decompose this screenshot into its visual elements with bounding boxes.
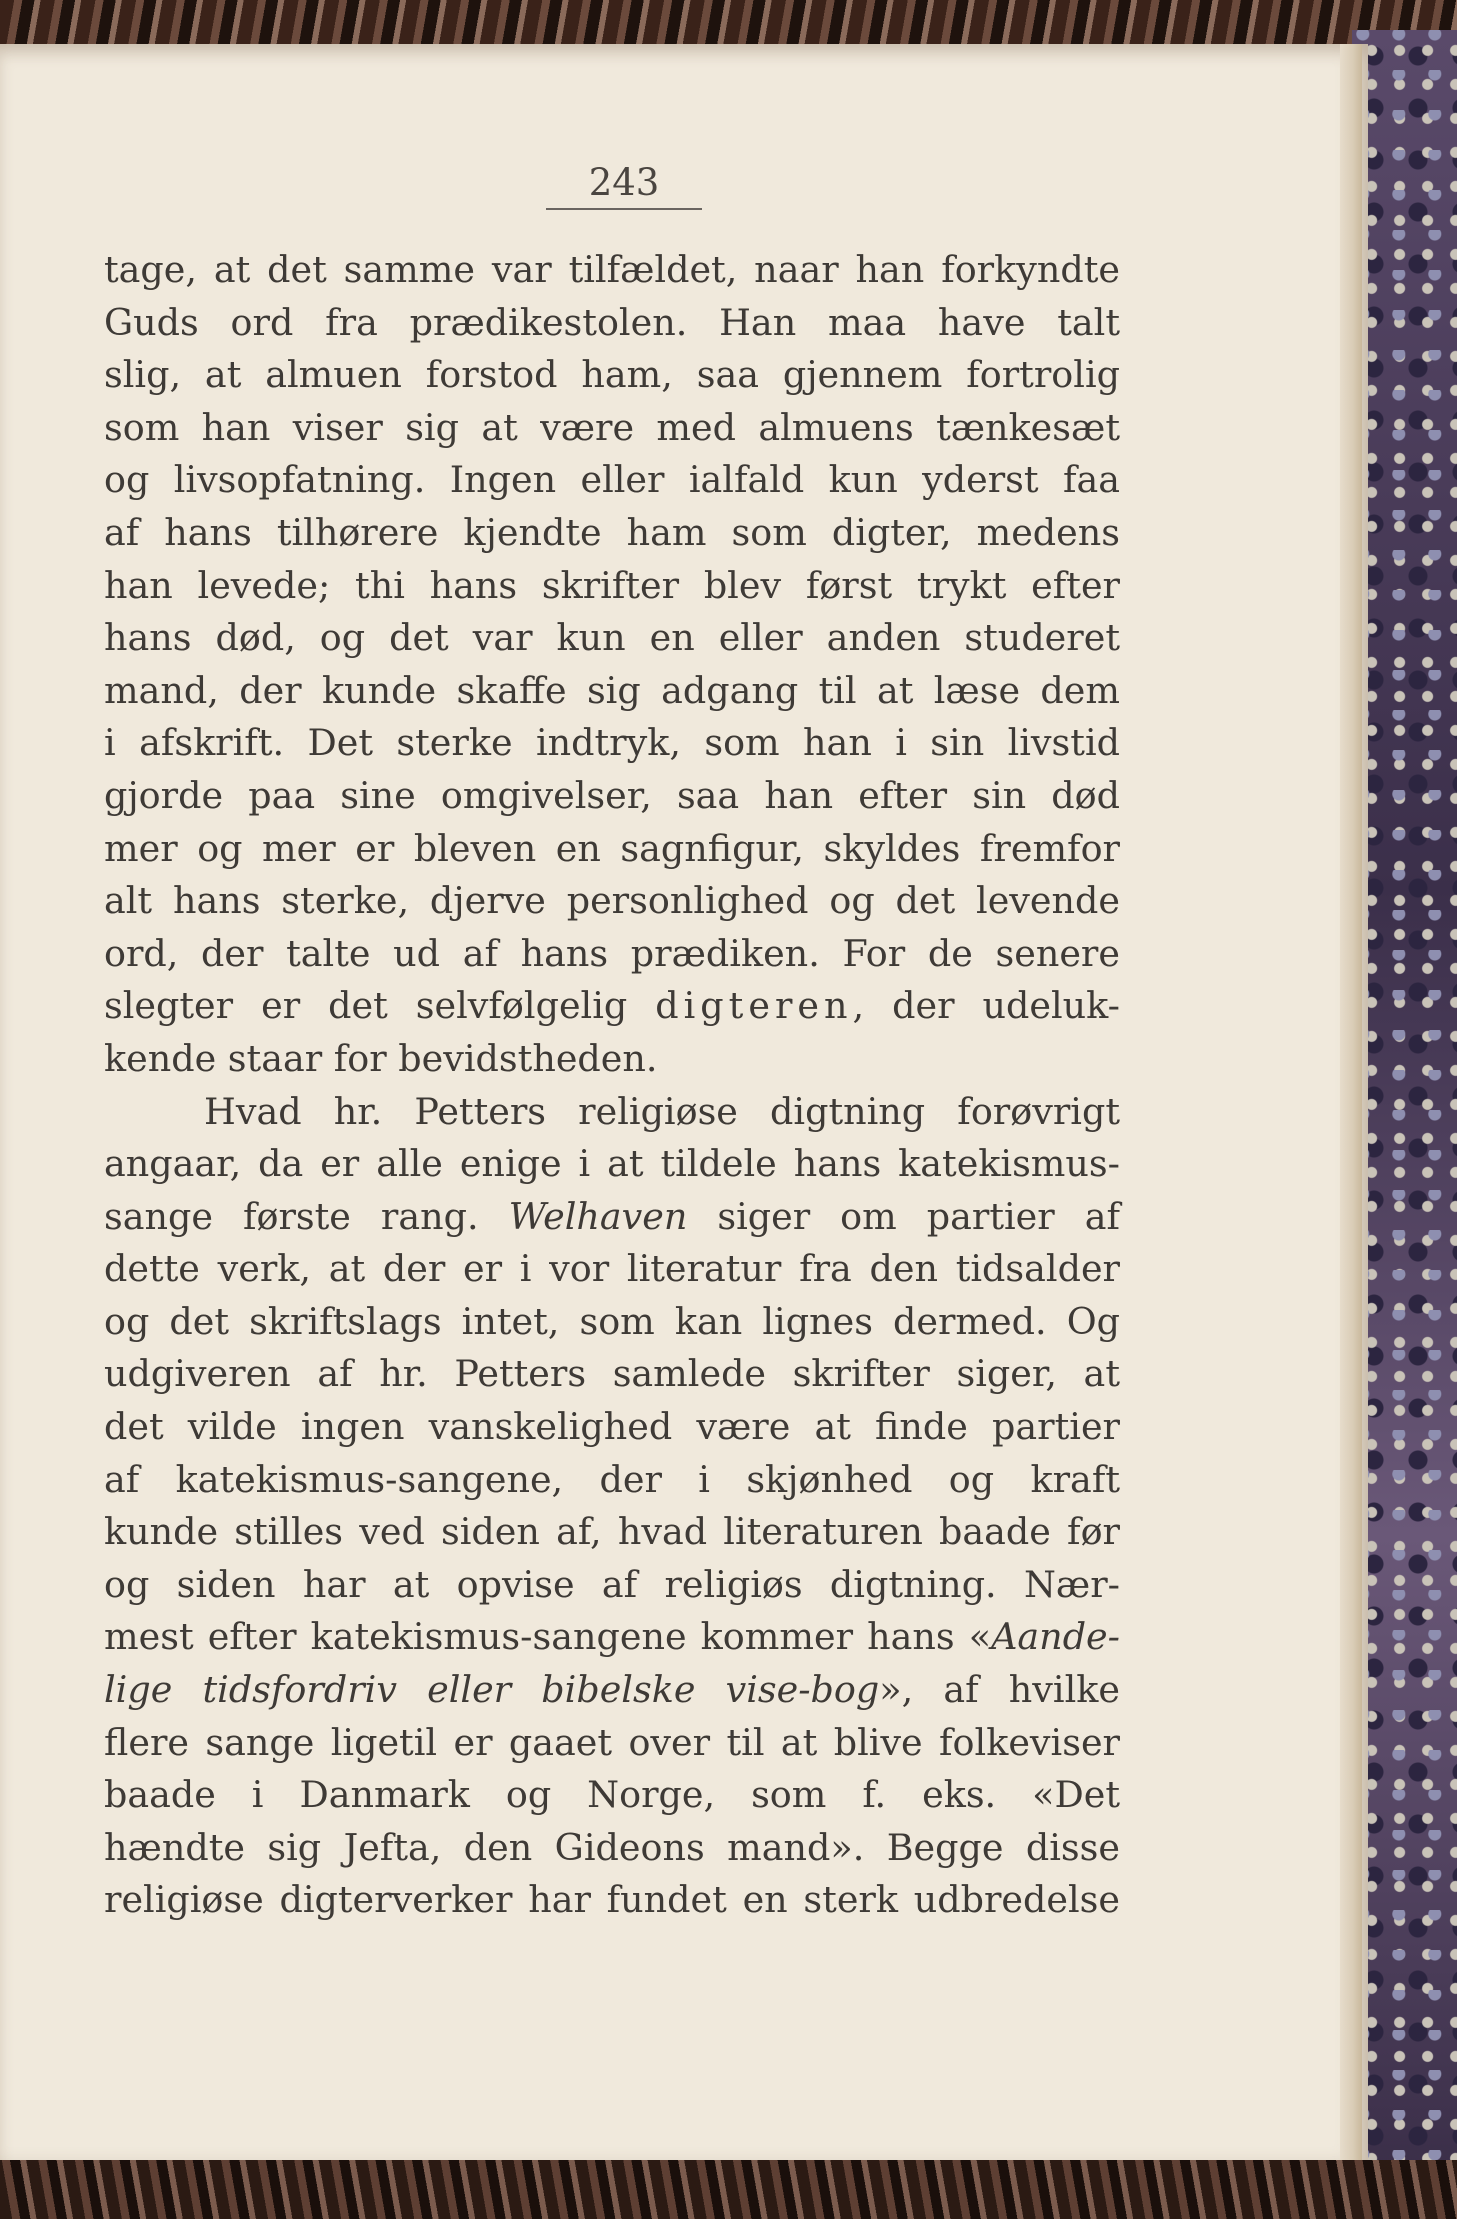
text-line: kunde stilles ved siden af, hvad literaturen baade før xyxy=(104,1510,1120,1554)
text-line xyxy=(104,1664,1120,1717)
text-line: i afskrift. Det sterke indtryk, som han i sin livstid xyxy=(104,721,1120,765)
text-line: baade i Danmark og Norge, som f. eks. «Det xyxy=(104,1773,1120,1817)
text-line: flere sange ligetil er gaaet over til at blive folkeviser xyxy=(104,1720,1120,1764)
text-line: Guds ord fra prædikestolen. Han maa have talt xyxy=(104,300,1120,344)
text-segment: sange første rang. xyxy=(104,1194,509,1238)
page-number: 243 xyxy=(546,160,702,210)
text-line: alt hans sterke, djerve personlighed og det levende xyxy=(104,879,1120,923)
binding-bottom-edge xyxy=(0,2160,1457,2219)
text-segment: mest efter katekismus-sangene kommer hans « xyxy=(104,1615,992,1659)
body-text xyxy=(104,244,1120,1927)
emphasized-word: digteren xyxy=(655,984,853,1028)
text-line: dette verk, at der er i vor literatur fra den tidsalder xyxy=(104,1247,1120,1291)
text-line: af katekismus-sangene, der i skjønhed og kraft xyxy=(104,1457,1120,1501)
italic-title: lige tidsfordriv eller bibelske vise-bog xyxy=(104,1668,880,1712)
text-line: slig, at almuen forstod ham, saa gjennem fortrolig xyxy=(104,353,1120,397)
text-line xyxy=(104,1191,1120,1244)
text-line: religiøse digterverker har fundet en sterk udbredelse xyxy=(104,1878,1120,1922)
text-line: han levede; thi hans skrifter blev først trykt efter xyxy=(104,563,1120,607)
text-line: og det skriftslags intet, som kan lignes dermed. Og xyxy=(104,1299,1120,1343)
page-gutter-shadow xyxy=(1340,44,1362,2166)
text-line: hans død, og det var kun en eller anden studeret xyxy=(104,616,1120,660)
text-line: det vilde ingen vanskelighed være at finde partier xyxy=(104,1405,1120,1449)
text-segment: siger om partier af xyxy=(687,1194,1120,1238)
paragraph-start-line: Hvad hr. Petters religiøse digtning forøvrigt xyxy=(204,1089,1120,1133)
text-line: ord, der talte ud af hans prædiken. For de senere xyxy=(104,931,1120,975)
text-line: udgiveren af hr. Petters samlede skrifter siger, at xyxy=(104,1352,1120,1396)
text-line: angaar, da er alle enige i at tildele hans katekismus- xyxy=(104,1142,1120,1186)
text-segment: slegter er det selvfølgelig xyxy=(104,984,656,1028)
text-line: og livsopfatning. Ingen eller ialfald kun yderst faa xyxy=(104,458,1120,502)
text-line: hændte sig Jefta, den Gideons mand». Begge disse xyxy=(104,1825,1120,1869)
italic-name: Welhaven xyxy=(508,1194,688,1238)
text-line xyxy=(104,980,1120,1033)
text-line: gjorde paa sine omgivelser, saa han efter sin død xyxy=(104,773,1120,817)
text-line: af hans tilhørere kjendte ham som digter, medens xyxy=(104,510,1120,554)
text-line: kende staar for bevidstheden. xyxy=(104,1036,658,1080)
text-line xyxy=(104,1611,1120,1664)
italic-title: Aande- xyxy=(991,1615,1120,1659)
text-line: mand, der kunde skaffe sig adgang til at læse dem xyxy=(104,668,1120,712)
text-line: tage, at det samme var tilfældet, naar han forkyndte xyxy=(104,248,1120,291)
text-segment: , der udeluk- xyxy=(852,984,1120,1028)
text-line: mer og mer er bleven en sagnfigur, skyldes fremfor xyxy=(104,826,1120,870)
text-line: og siden har at opvise af religiøs digtning. Nær- xyxy=(104,1562,1120,1606)
text-segment: », af hvilke xyxy=(879,1668,1120,1712)
text-line: som han viser sig at være med almuens tænkesæt xyxy=(104,405,1120,449)
